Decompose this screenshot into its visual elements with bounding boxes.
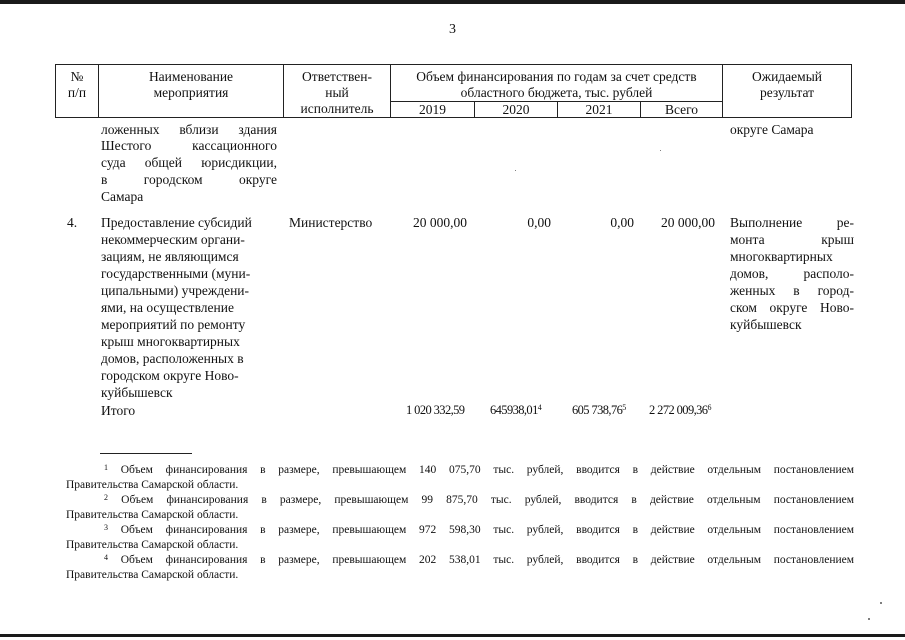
footnote-mark: 3 bbox=[104, 523, 108, 532]
header-result-line1: Ожидаемый bbox=[752, 69, 822, 84]
scan-speck bbox=[868, 618, 870, 620]
row4-name-line: куйбышевск bbox=[101, 385, 173, 400]
footnote-mark: 4 bbox=[104, 553, 108, 562]
total-2021-cell bbox=[572, 402, 626, 419]
continued-name-line: суда общей юрисдикции, bbox=[101, 155, 277, 170]
row4-name-line: государственными (муни- bbox=[101, 266, 251, 281]
continued-name-line: в городском округе bbox=[101, 172, 277, 187]
footnote-4 bbox=[66, 553, 854, 583]
page-number: 3 bbox=[449, 22, 456, 37]
footnote-text-cont: Правительства Самарской области. bbox=[66, 509, 239, 521]
row4-name-line: ями, на осуществление bbox=[101, 300, 234, 315]
total-sum-footnote-mark: 6 bbox=[707, 403, 712, 412]
footnote-2 bbox=[66, 493, 854, 523]
row4-total-value: 20 000,00 bbox=[661, 215, 715, 230]
header-year-2021: 2021 bbox=[585, 102, 613, 117]
footnote-text: Объем финансирования в размере, превышающем 99 875,70 тыс. рублей, вводится в действие отдельным постановлением bbox=[121, 494, 854, 506]
header-result-line2: результат bbox=[759, 85, 815, 100]
row4-name-line: ципальными) учреждени- bbox=[101, 283, 250, 298]
footnote-mark: 2 bbox=[104, 493, 108, 502]
row4-result-line: многоквартирных bbox=[730, 249, 833, 264]
row4-name-line: мероприятий по ремонту bbox=[101, 317, 246, 332]
scan-speck bbox=[660, 150, 661, 151]
row4-name-line: Предоставление субсидий bbox=[101, 215, 252, 230]
total-label: Итого bbox=[101, 403, 136, 418]
header-year-2019: 2019 bbox=[419, 102, 446, 117]
scan-top-border bbox=[0, 0, 905, 4]
header-name-line1: Наименование bbox=[148, 69, 234, 84]
continued-result-line: округе Самара bbox=[730, 122, 814, 137]
scan-speck bbox=[880, 602, 882, 604]
total-2020-value: 645938,01 bbox=[490, 403, 538, 417]
row4-result-line: ском округе Ново- bbox=[730, 300, 854, 315]
header-col-border bbox=[851, 64, 852, 117]
footnote-text: Объем финансирования в размере, превышающем 140 075,70 тыс. рублей, вводится в действие отдельным постановлением bbox=[120, 464, 855, 476]
header-resp-line3: исполнитель bbox=[300, 101, 374, 116]
header-top-rule bbox=[55, 64, 852, 65]
row4-2020-value: 0,00 bbox=[527, 215, 551, 230]
row4-name-line: крыш многоквартирных bbox=[101, 334, 240, 349]
row4-result-line: монта крыш bbox=[730, 232, 854, 247]
footnote-text-cont: Правительства Самарской области. bbox=[66, 569, 239, 581]
footnote-1 bbox=[66, 463, 854, 493]
continued-name-line: ложенных вблизи здания bbox=[101, 122, 277, 137]
row4-number: 4. bbox=[67, 215, 78, 230]
header-num-line1: № bbox=[70, 69, 84, 84]
total-sum-value: 2 272 009,36 bbox=[649, 403, 708, 417]
row4-name-line: зациям, не являющимся bbox=[101, 249, 239, 264]
header-funding-line1: Объем финансирования по годам за счет средств bbox=[416, 69, 697, 84]
row4-result-line: женных в город- bbox=[730, 283, 854, 298]
row4-name-line: городском округе Ново- bbox=[101, 368, 239, 383]
continued-name-line: Самара bbox=[101, 189, 144, 204]
footnote-text: Объем финансирования в размере, превышающем 202 538,01 тыс. рублей, вводится в действие отдельным постановлением bbox=[120, 554, 855, 566]
row4-name-line: домов, расположенных в bbox=[101, 351, 244, 366]
header-funding-line2: областного бюджета, тыс. рублей bbox=[460, 85, 653, 100]
footnote-mark: 1 bbox=[104, 463, 108, 472]
header-total: Всего bbox=[664, 102, 699, 117]
header-resp-line1: Ответствен- bbox=[302, 69, 372, 84]
total-2021-value: 605 738,76 bbox=[572, 403, 623, 417]
row4-name-line: некоммерческим органи- bbox=[101, 232, 245, 247]
header-year-2020: 2020 bbox=[502, 102, 530, 117]
row4-result-line: домов, располо- bbox=[730, 266, 854, 281]
footnote-separator bbox=[100, 453, 192, 454]
header-resp-line2: ный bbox=[325, 85, 349, 100]
header-num-line2: п/п bbox=[67, 85, 87, 100]
total-2020-cell bbox=[490, 402, 542, 419]
header-name-line2: мероприятия bbox=[153, 85, 229, 100]
total-2021-footnote-mark: 5 bbox=[622, 403, 627, 412]
continued-name-line: Шестого кассационного bbox=[101, 138, 277, 153]
total-2019-value: 1 020 332,59 bbox=[406, 403, 465, 417]
row4-result-line: Выполнение ре- bbox=[730, 215, 854, 230]
footnote-3 bbox=[66, 523, 854, 553]
footnote-text: Объем финансирования в размере, превышающем 972 598,30 тыс. рублей, вводится в действие отдельным постановлением bbox=[120, 524, 855, 536]
total-2020-footnote-mark: 4 bbox=[537, 403, 542, 412]
total-sum-cell bbox=[649, 402, 711, 419]
row4-2019-value: 20 000,00 bbox=[413, 215, 467, 230]
footnote-text-cont: Правительства Самарской области. bbox=[66, 539, 239, 551]
row4-2021-value: 0,00 bbox=[610, 215, 634, 230]
scan-speck bbox=[515, 170, 516, 171]
row4-responsible: Министерство bbox=[289, 215, 373, 230]
scan-bottom-border bbox=[0, 634, 905, 637]
footnote-text-cont: Правительства Самарской области. bbox=[66, 479, 239, 491]
row4-result-line: куйбышевск bbox=[730, 317, 802, 332]
